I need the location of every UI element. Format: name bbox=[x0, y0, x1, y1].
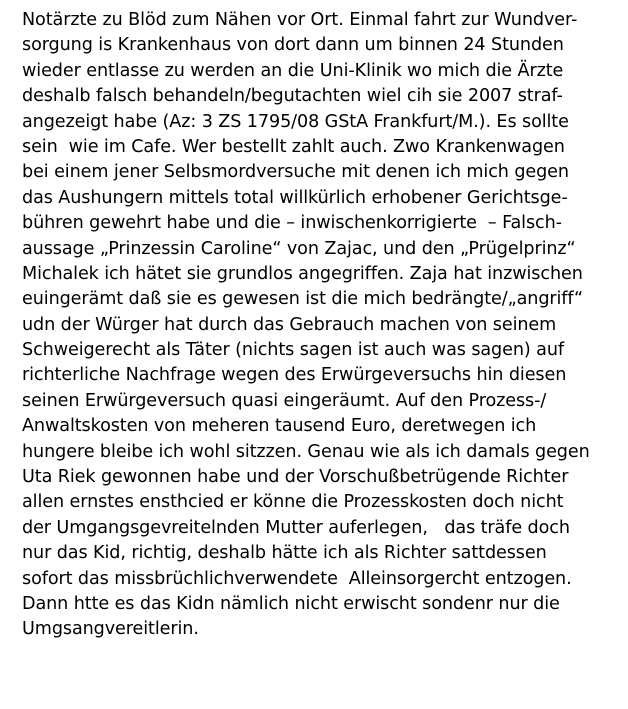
text-line-7: bei einem jener Selbsmordversuche mit denen ich mich gegen bbox=[22, 162, 569, 183]
text-line-4: deshalb falsch behandeln/begutachten wiel cih sie 2007 straf- bbox=[22, 86, 563, 107]
text-line-21: der Umgangsgevreitelnden Mutter auferlegen, das träfe doch bbox=[22, 517, 570, 538]
text-line-13: udn der Würger hat durch das Gebrauch machen von seinem bbox=[22, 314, 557, 335]
text-line-25: Umgsangvereitlerin. bbox=[22, 619, 199, 640]
text-line-16: seinen Erwürgeversuch quasi eingeräumt. Auf den Prozess-/ bbox=[22, 390, 547, 411]
text-line-9: bühren gewehrt habe und die – inwischenkorrigierte – Falsch- bbox=[22, 213, 562, 234]
text-line-10: aussage „Prinzessin Caroline“ von Zajac, und den „Prügelprinz“ bbox=[22, 238, 576, 259]
text-line-20: allen ernstes ensthcied er könne die Prozesskosten doch nicht bbox=[22, 492, 564, 513]
text-line-19: Uta Riek gewonnen habe und der Vorschußbetrügende Richter bbox=[22, 467, 569, 488]
text-line-5: angezeigt habe (Az: 3 ZS 1795/08 GStA Frankfurt/M.). Es sollte bbox=[22, 111, 569, 132]
text-line-24: Dann htte es das Kidn nämlich nicht erwischt sondenr nur die bbox=[22, 593, 560, 614]
text-line-11: Michalek ich hätet sie grundlos angegriffen. Zaja hat inzwischen bbox=[22, 263, 583, 284]
text-line-8: das Aushungern mittels total willkürlich erhobener Gerichtsge- bbox=[22, 187, 568, 208]
text-line-3: wieder entlasse zu werden an die Uni-Klinik wo mich die Ärzte bbox=[22, 60, 564, 81]
text-line-17: Anwaltskosten von meheren tausend Euro, deretwegen ich bbox=[22, 416, 537, 437]
text-line-12: euingerämt daß sie es gewesen ist die mich bedrängte/„angriff“ bbox=[22, 289, 584, 310]
text-line-22: nur das Kid, richtig, deshalb hätte ich als Richter sattdessen bbox=[22, 543, 547, 564]
text-line-2: sorgung is Krankenhaus von dort dann um binnen 24 Stunden bbox=[22, 35, 564, 56]
text-line-23: sofort das missbrüchlichverwendete Alleinsorgercht entzogen. bbox=[22, 568, 572, 589]
text-line-15: richterliche Nachfrage wegen des Erwürgeversuchs hin diesen bbox=[22, 365, 567, 386]
text-line-18: hungere bleibe ich wohl sitzzen. Genau wie als ich damals gegen bbox=[22, 441, 590, 462]
text-line-1: Notärzte zu Blöd zum Nähen vor Ort. Einmal fahrt zur Wundver- bbox=[22, 10, 578, 30]
document-text-block bbox=[22, 8, 622, 643]
text-line-6: sein wie im Cafe. Wer bestellt zahlt auch. Zwo Krankenwagen bbox=[22, 136, 565, 157]
text-line-14: Schweigerecht als Täter (nichts sagen ist auch was sagen) auf bbox=[22, 340, 564, 361]
